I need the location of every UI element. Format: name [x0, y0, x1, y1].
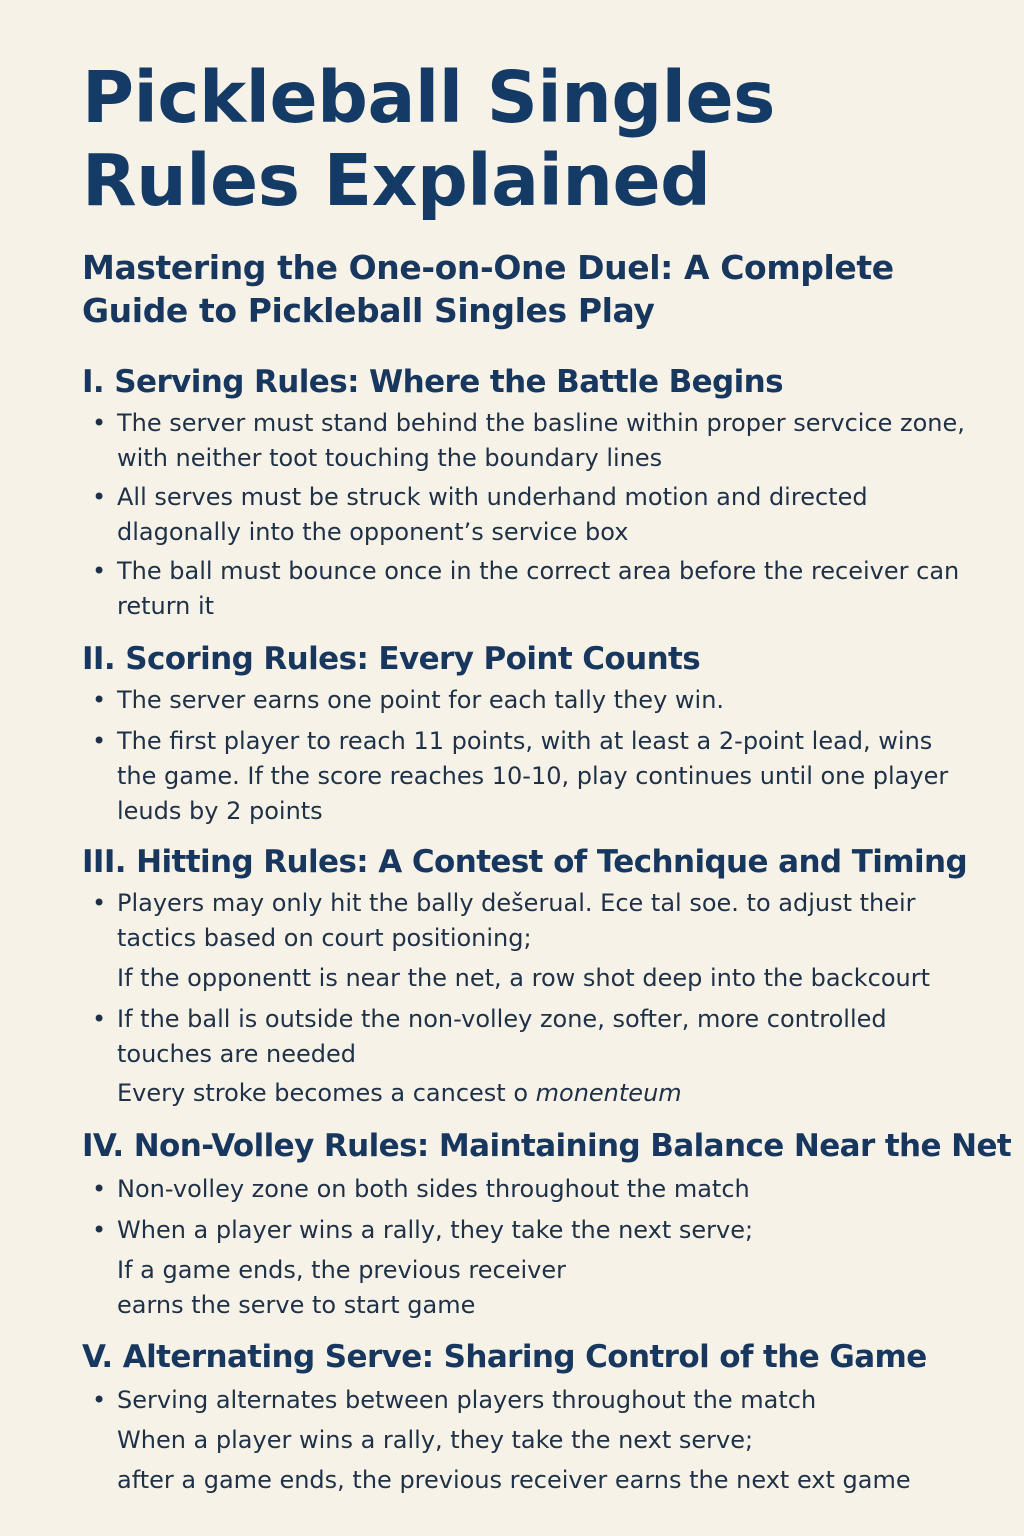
section-heading-hitting: III. Hitting Rules: A Contest of Technique and Timing — [82, 844, 968, 880]
subtitle-line-1: Mastering the One-on-One Duel: A Complete — [82, 248, 894, 287]
list-item: • The server earns one point for each tally they win. — [92, 683, 972, 718]
list-item: • The server must stand behind the basline within proper servcice zone, with neither toot touching the boundary lines — [92, 406, 972, 476]
list-item: • All serves must be struck with underhand motion and directed dlagonally into the opponent’s service box — [92, 480, 972, 550]
page-title — [82, 56, 775, 222]
title-line-2: Rules Explained — [82, 139, 711, 222]
list-item: • Serving alternates between players throughout the match — [92, 1383, 972, 1418]
section-heading-serving: I. Serving Rules: Where the Battle Begins — [82, 364, 783, 400]
list-item: • The first player to reach 11 points, with at least a 2-point lead, wins the game. If the score reaches 10-10, play continues until one player leuds by 2 points — [92, 724, 972, 829]
section-heading-non-volley: IV. Non-Volley Rules: Maintaining Balance Near the Net — [82, 1128, 1012, 1164]
list-item: • If the ball is outside the non-volley zone, softer, more controlled touches are needed — [92, 1002, 972, 1072]
list-item: • When a player wins a rally, they take the next serve; — [92, 1213, 972, 1248]
list-item: earns the serve to start game — [117, 1291, 476, 1319]
list-item: If a game ends, the previous receiver — [117, 1256, 567, 1284]
list-item — [92, 1076, 972, 1111]
section-heading-scoring: II. Scoring Rules: Every Point Counts — [82, 641, 701, 677]
list-item: When a player wins a rally, they take the next serve; — [117, 1426, 754, 1454]
item-text: Every stroke becomes a cancest o — [117, 1079, 528, 1107]
list-item: • Players may only hit the bally dešerual. Ece tal soe. to adjust their tactics based on court positioning; — [92, 886, 972, 956]
list-item: • Non-volley zone on both sides throughout the match — [92, 1172, 972, 1207]
title-line-1: Pickleball Singles — [82, 56, 775, 139]
page-subtitle — [82, 246, 982, 332]
subtitle-line-2: Guide to Pickleball Singles Play — [82, 291, 655, 330]
list-item: If the opponentt is near the net, a row shot deep into the backcourt — [117, 964, 930, 992]
list-item: • The ball must bounce once in the correct area before the receiver can return it — [92, 554, 972, 624]
list-item: after a game ends, the previous receiver earns the next ext game — [117, 1466, 911, 1494]
section-heading-alternating-serve: V. Alternating Serve: Sharing Control of the Game — [82, 1339, 927, 1375]
item-text-italic: monenteum — [535, 1079, 682, 1107]
